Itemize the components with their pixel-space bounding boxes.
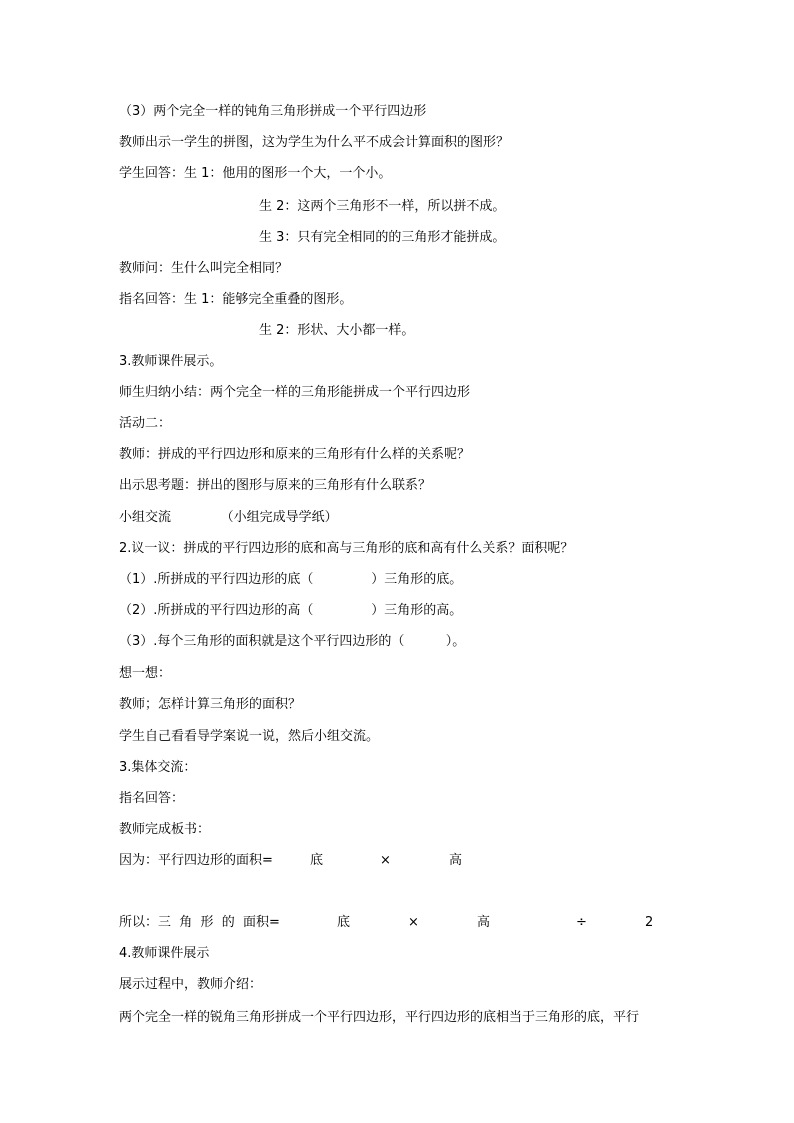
formula-height: 高: [449, 853, 463, 868]
paragraph-line: （2）.所拼成的平行四边形的高（ ）三角形的高。: [119, 603, 463, 618]
paragraph-line: 学生回答：生 1：他用的图形一个大，一个小。: [119, 166, 392, 181]
paragraph-line: 教师；怎样计算三角形的面积？: [119, 697, 302, 712]
paragraph-line: （3）.每个三角形的面积就是这个平行四边形的（ ）。: [119, 634, 466, 649]
paragraph-line: 出示思考题：拼出的图形与原来的三角形有什么联系？: [119, 478, 432, 493]
paragraph-line: （3）两个完全一样的钝角三角形拼成一个平行四边形: [119, 104, 427, 119]
formula-parallelogram-area: [119, 853, 679, 869]
paragraph-line: （1）.所拼成的平行四边形的底（ ）三角形的底。: [119, 572, 463, 587]
paragraph-line: 教师问：生什么叫完全相同？: [119, 261, 289, 276]
formula-base: 底: [310, 853, 324, 868]
paragraph-line: 想一想：: [119, 666, 172, 681]
paragraph-line: 生 2：形状、大小都一样。: [259, 323, 415, 338]
paragraph-line: 小组交流 （小组完成导学纸）: [119, 510, 338, 525]
paragraph-line: 师生归纳小结：两个完全一样的三角形能拼成一个平行四边形: [119, 385, 471, 400]
formula-triangle-area: [119, 915, 679, 931]
paragraph-line: 活动二：: [119, 416, 172, 431]
formula-height: 高: [477, 915, 491, 930]
paragraph-line: 2.议一议：拼成的平行四边形的底和高与三角形的底和高有什么关系？面积呢？: [119, 541, 574, 556]
paragraph-line: 学生自己看看导学案说一说，然后小组交流。: [119, 729, 380, 744]
formula-label: 因为：平行四边形的面积=: [119, 853, 273, 868]
paragraph-line: 3.教师课件展示。: [119, 354, 223, 369]
paragraph-line: 两个完全一样的锐角三角形拼成一个平行四边形，平行四边形的底相当于三角形的底，平行: [119, 1010, 640, 1025]
formula-times: ×: [380, 853, 391, 868]
formula-label: 所以：三 角 形 的 面积=: [119, 915, 280, 930]
paragraph-line: 教师出示一学生的拼图，这为学生为什么平不成会计算面积的图形？: [119, 135, 510, 150]
paragraph-line: 教师完成板书：: [119, 822, 211, 837]
paragraph-line: 教师：拼成的平行四边形和原来的三角形有什么样的关系呢？: [119, 447, 471, 462]
formula-two: 2: [645, 915, 654, 930]
paragraph-line: 生 3：只有完全相同的的三角形才能拼成。: [259, 230, 506, 245]
paragraph-line: 指名回答：: [119, 791, 185, 806]
paragraph-line: 展示过程中，教师介绍：: [119, 977, 263, 992]
formula-divide: ÷: [576, 915, 587, 930]
paragraph-line: 4.教师课件展示: [119, 946, 210, 961]
paragraph-line: 指名回答：生 1：能够完全重叠的图形。: [119, 292, 353, 307]
formula-times: ×: [408, 915, 419, 930]
paragraph-line: 3.集体交流：: [119, 760, 197, 775]
formula-base: 底: [337, 915, 351, 930]
paragraph-line: 生 2：这两个三角形不一样，所以拼不成。: [259, 199, 506, 214]
